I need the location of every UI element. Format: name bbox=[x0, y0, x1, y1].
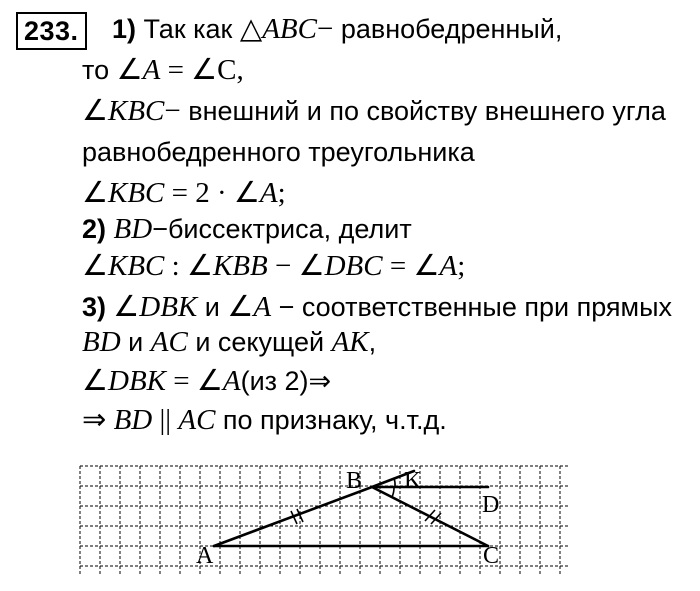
text-run: и bbox=[120, 327, 151, 357]
math-run: ABC bbox=[262, 13, 317, 45]
math-run: − bbox=[316, 13, 334, 45]
solution-line bbox=[82, 290, 672, 324]
math-run: ; bbox=[277, 177, 286, 209]
math-run: DBK bbox=[139, 291, 198, 323]
label-k: K bbox=[404, 468, 422, 494]
math-run: ; bbox=[457, 250, 466, 282]
math-run: ∠ bbox=[82, 95, 108, 127]
math-run: AK bbox=[331, 326, 369, 358]
text-run: , bbox=[368, 327, 377, 357]
math-run: || bbox=[152, 404, 179, 436]
solution-line bbox=[82, 403, 447, 437]
math-run: = ∠ bbox=[382, 250, 440, 282]
math-run: ∠ bbox=[82, 250, 108, 282]
math-run: BD bbox=[82, 326, 121, 358]
text-run: и секущей bbox=[187, 327, 332, 357]
math-run: KBC bbox=[108, 250, 165, 282]
text-run: равнобедренного треугольника bbox=[82, 137, 475, 167]
math-run: = ∠ bbox=[166, 365, 223, 397]
math-run: : ∠ bbox=[164, 250, 213, 282]
text-run: (из 2)⇒ bbox=[240, 366, 332, 396]
problem-number: 233. bbox=[16, 12, 87, 50]
math-run: ∠ bbox=[227, 291, 254, 323]
math-run: A bbox=[439, 250, 458, 282]
step-number: 3) bbox=[82, 292, 107, 322]
label-d: D bbox=[482, 492, 500, 518]
vertex-labels bbox=[196, 468, 499, 569]
math-run: ∠ bbox=[106, 291, 140, 323]
text-run: равнобедренный, bbox=[333, 14, 563, 44]
solution-line bbox=[112, 12, 562, 46]
math-run: = 2 · ∠ bbox=[164, 177, 260, 209]
math-run: DBK bbox=[108, 365, 166, 397]
math-run: AC bbox=[178, 404, 216, 436]
math-run: KBB bbox=[212, 250, 268, 282]
math-run: A bbox=[142, 54, 161, 86]
math-run: − bbox=[164, 95, 181, 127]
solution-line bbox=[82, 325, 376, 359]
text-run: − соответственные при прямых bbox=[271, 292, 672, 322]
solution-line bbox=[82, 135, 475, 169]
math-run: ∠ bbox=[82, 365, 108, 397]
text-run bbox=[106, 214, 114, 244]
solution-line bbox=[82, 364, 331, 398]
math-run: DBC bbox=[324, 250, 383, 282]
math-run: ∠ bbox=[116, 54, 143, 86]
math-run: A bbox=[259, 177, 278, 209]
math-run: BD bbox=[113, 404, 153, 436]
step-number: 2) bbox=[82, 214, 107, 244]
step-number: 1) bbox=[112, 14, 137, 44]
solution-line bbox=[82, 53, 244, 87]
text-run: то bbox=[82, 55, 117, 85]
text-run: Так как bbox=[136, 14, 240, 44]
math-run: ⇒ bbox=[82, 404, 114, 436]
solution-line bbox=[82, 94, 666, 128]
text-run: внешний и по свойству внешнего угла bbox=[180, 96, 666, 126]
label-a: A bbox=[196, 543, 214, 569]
math-run: − ∠ bbox=[267, 250, 325, 282]
math-run: AC bbox=[150, 326, 188, 358]
label-c: C bbox=[483, 543, 500, 569]
math-run: A bbox=[222, 365, 241, 397]
label-b: B bbox=[346, 468, 363, 494]
solution-line bbox=[82, 176, 286, 210]
solution-line bbox=[82, 212, 412, 246]
text-run: и bbox=[197, 292, 228, 322]
arc-dbc bbox=[392, 487, 394, 497]
math-run: ∠ bbox=[82, 177, 108, 209]
arc-kbd bbox=[394, 478, 395, 487]
math-run: A bbox=[253, 291, 272, 323]
text-run: −биссектриса, делит bbox=[152, 214, 412, 244]
geometry-figure bbox=[0, 450, 700, 591]
solution-line bbox=[82, 249, 465, 283]
math-run: = ∠C, bbox=[160, 54, 244, 86]
math-run: △ bbox=[239, 13, 263, 45]
math-run: KBC bbox=[108, 177, 165, 209]
math-run: KBC bbox=[108, 95, 165, 127]
text-run: по признаку, ч.т.д. bbox=[215, 405, 447, 435]
math-run: BD bbox=[113, 213, 153, 245]
